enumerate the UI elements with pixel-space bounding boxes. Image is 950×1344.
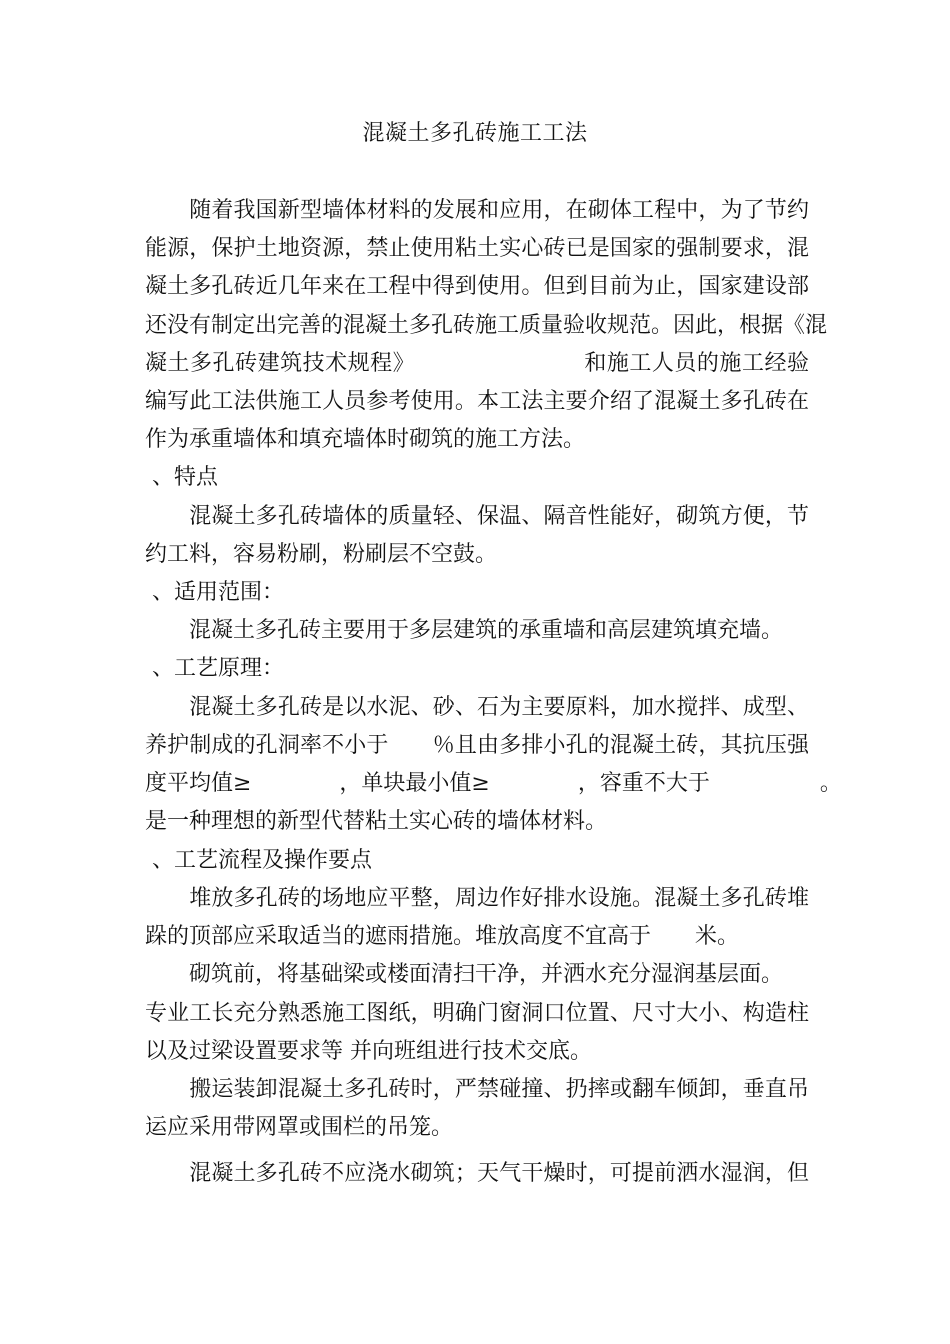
text-line: 随着我国新型墙体材料的发展和应用，在砌体工程中，为了节约	[145, 198, 809, 223]
section-heading: 、特点	[145, 465, 218, 490]
text-line: 能源，保护土地资源，禁止使用粘土实心砖已是国家的强制要求，混	[145, 236, 809, 261]
text-line: 凝土多孔砖近几年来在工程中得到使用。但到目前为止，国家建设部	[145, 274, 809, 299]
text-line: 是一种理想的新型代替粘土实心砖的墙体材料。	[145, 809, 608, 834]
text-line: 还没有制定出完善的混凝土多孔砖施工质量验收规范。因此，根据《混	[145, 313, 828, 338]
text-line: 混凝土多孔砖不应浇水砌筑；天气干燥时，可提前洒水湿润，但	[145, 1161, 809, 1186]
text-line: 搬运装卸混凝土多孔砖时，严禁碰撞、扔摔或翻车倾卸，垂直吊	[145, 1077, 809, 1102]
text-line: 编写此工法供施工人员参考使用。本工法主要介绍了混凝土多孔砖在	[145, 389, 809, 414]
text-line: 凝土多孔砖建筑技术规程》 和施工人员的施工经验	[145, 351, 809, 376]
text-line: 混凝土多孔砖墙体的质量轻、保温、隔音性能好，砌筑方便，节	[145, 504, 809, 529]
text-line: 度平均值≥ ，单块最小值≥ ，容重不大于 。	[145, 771, 842, 796]
text-line: 砌筑前，将基础梁或楼面清扫干净，并洒水充分湿润基层面。	[145, 962, 784, 987]
text-line: 混凝土多孔砖主要用于多层建筑的承重墙和高层建筑填充墙。	[145, 618, 784, 643]
text-line: 堆放多孔砖的场地应平整，周边作好排水设施。混凝土多孔砖堆	[145, 886, 809, 911]
section-heading: 、工艺流程及操作要点	[145, 848, 372, 873]
text-line: 约工料，容易粉刷，粉刷层不空鼓。	[145, 542, 498, 567]
text-line: 以及过梁设置要求等 并向班组进行技术交底。	[145, 1039, 592, 1064]
section-heading: 、工艺原理：	[145, 656, 284, 681]
text-line: 养护制成的孔洞率不小于 ％且由多排小孔的混凝土砖，其抗压强	[145, 733, 809, 758]
text-line: 作为承重墙体和填充墙体时砌筑的施工方法。	[145, 427, 586, 452]
section-heading: 、适用范围：	[145, 580, 284, 605]
text-line: 专业工长充分熟悉施工图纸，明确门窗洞口位置、尺寸大小、构造柱	[145, 1001, 809, 1026]
text-line: 跺的顶部应采取适当的遮雨措施。堆放高度不宜高于 米。	[145, 924, 740, 949]
document-title: 混凝土多孔砖施工工法	[362, 121, 588, 146]
text-line: 混凝土多孔砖是以水泥、砂、石为主要原料，加水搅拌、成型、	[145, 695, 809, 720]
text-line: 运应采用带网罩或围栏的吊笼。	[145, 1115, 454, 1140]
